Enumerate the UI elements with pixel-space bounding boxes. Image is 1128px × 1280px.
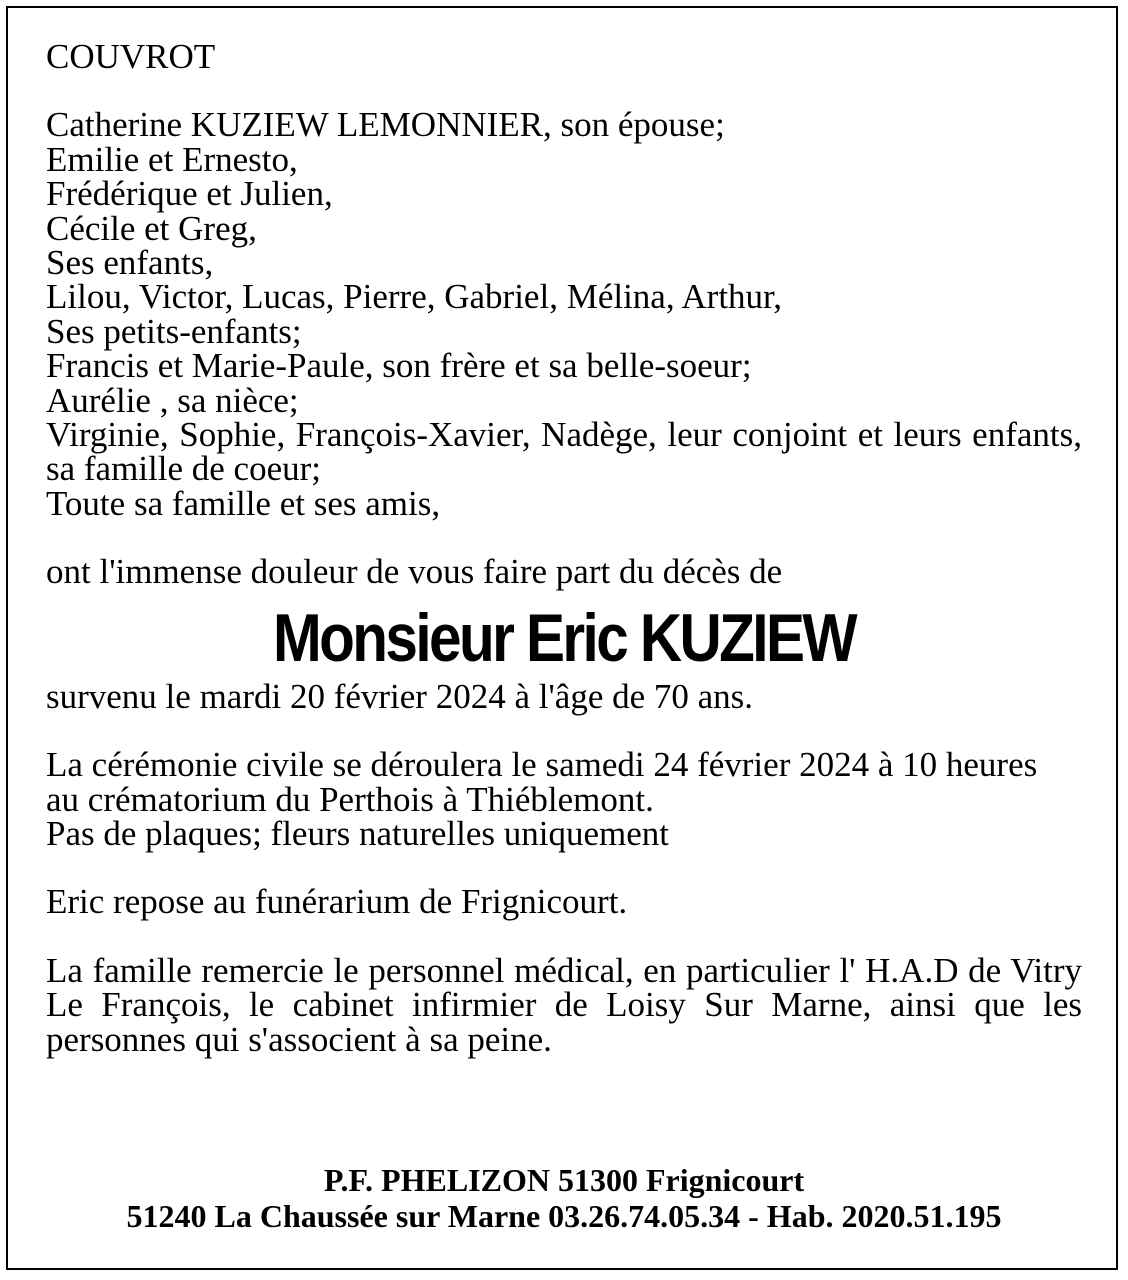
ceremony-line: La cérémonie civile se déroulera le samedi 24 février 2024 à 10 heures bbox=[46, 745, 1038, 785]
thanks-paragraph: La famille remercie le personnel médical, en particulier l' H.A.D de Vitry Le François, le cabinet infirmier de Loisy Sur Marne, ainsi que les personnes qui s'associent à sa peine. bbox=[46, 950, 1082, 1059]
ceremony-line: au crématorium du Perthois à Thiéblemont. bbox=[46, 779, 654, 819]
spacer bbox=[46, 920, 1082, 954]
deceased-name: Monsieur Eric KUZIEW bbox=[272, 599, 856, 676]
family-line: Ses petits-enfants; bbox=[46, 311, 302, 351]
family-line: Ses enfants, bbox=[46, 243, 214, 283]
ceremony-line: Pas de plaques; fleurs naturelles uniquement bbox=[46, 813, 670, 853]
family-line: Emilie et Ernesto, bbox=[46, 139, 298, 179]
spacer bbox=[46, 521, 1082, 555]
rest-place: Eric repose au funérarium de Frignicourt. bbox=[46, 882, 628, 922]
family-line: Francis et Marie-Paule, son frère et sa belle-soeur; bbox=[46, 346, 752, 386]
town-name: COUVROT bbox=[46, 37, 216, 76]
family-line: Lilou, Victor, Lucas, Pierre, Gabriel, Mélina, Arthur, bbox=[46, 277, 783, 317]
spacer bbox=[46, 714, 1082, 748]
funeral-home-footer bbox=[6, 1162, 1122, 1234]
funeral-home-contact: 51240 La Chaussée sur Marne 03.26.74.05.34 - Hab. 2020.51.195 bbox=[126, 1198, 1002, 1234]
spacer bbox=[46, 851, 1082, 885]
family-line: Frédérique et Julien, bbox=[46, 174, 333, 214]
family-line: Virginie, Sophie, François-Xavier, Nadège, leur conjoint et leurs enfants, sa famille de coeur; bbox=[46, 415, 1082, 489]
notice-body bbox=[46, 37, 1082, 1059]
funeral-home-name: P.F. PHELIZON 51300 Frignicourt bbox=[323, 1162, 805, 1198]
family-line: Toute sa famille et ses amis, bbox=[46, 483, 441, 523]
family-line: Aurélie , sa nièce; bbox=[46, 380, 299, 420]
family-line: Cécile et Greg, bbox=[46, 208, 257, 248]
announcement-text: ont l'immense douleur de vous faire part du décès de bbox=[46, 552, 783, 592]
family-line: Catherine KUZIEW LEMONNIER, son épouse; bbox=[46, 105, 725, 145]
death-info: survenu le mardi 20 février 2024 à l'âge de 70 ans. bbox=[46, 676, 754, 716]
spacer bbox=[46, 74, 1082, 108]
